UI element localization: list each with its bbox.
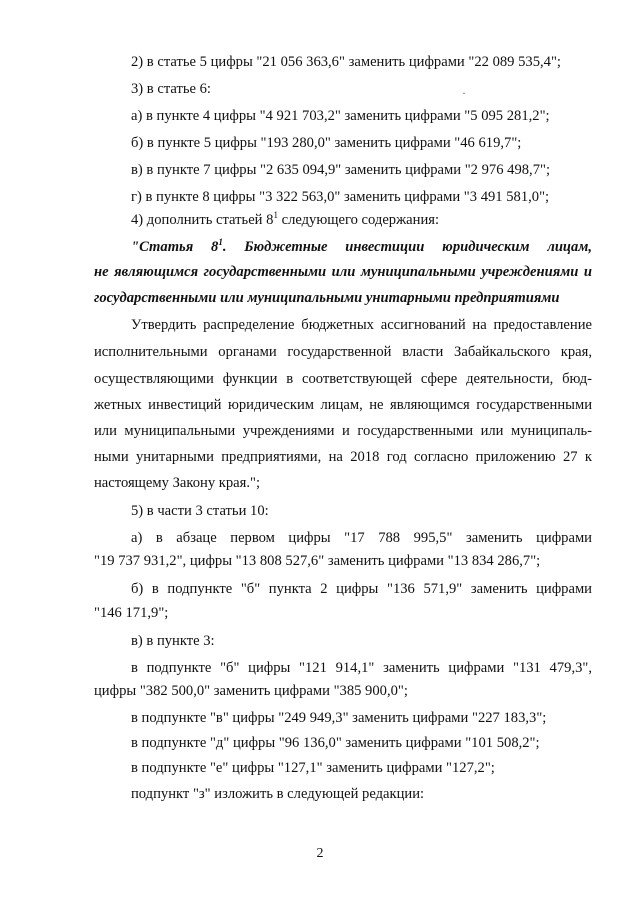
amendment-10-item-a: а) в абзаце первом цифры "17 788 995,5" заменить цифрами xyxy=(131,530,592,546)
amendment-10-item-v: в) в пункте 3: xyxy=(131,633,215,649)
amendment-add-article-8-1 xyxy=(131,211,592,229)
amendment-6-item-a: а) в пункте 4 цифры "4 921 703,2" заменить цифрами "5 095 281,2"; xyxy=(131,108,550,124)
text-fragment: следующего содержания: xyxy=(277,212,440,228)
subitem-z: подпункт "з" изложить в следующей редакции: xyxy=(131,786,425,802)
amendment-6-item-v: в) в пункте 7 цифры "2 635 094,9" заменить цифрами "2 976 498,7"; xyxy=(131,162,551,178)
subitem-b-cont: цифры "382 500,0" заменить цифрами "385 900,0"; xyxy=(94,683,408,699)
amendment-article-10-heading: 5) в части 3 статьи 10: xyxy=(131,503,269,519)
paragraph-line: ными унитарными предприятиями, на 2018 год согласно приложению 27 к xyxy=(94,449,592,465)
amendment-6-item-b: б) в пункте 5 цифры "193 280,0" заменить цифрами "46 619,7"; xyxy=(131,135,522,151)
paragraph-line: настоящему Закону края."; xyxy=(94,475,261,491)
subitem-d: в подпункте "д" цифры "96 136,0" заменить цифрами "101 508,2"; xyxy=(131,735,540,751)
paragraph-line: осуществляющими функции в соответствующей сфере деятельности, бюд- xyxy=(94,371,592,387)
subitem-b: в подпункте "б" цифры "121 914,1" заменить цифрами "131 479,3", xyxy=(131,660,592,676)
amendment-article-6-heading: 3) в статье 6: xyxy=(131,81,211,97)
stray-mark: · xyxy=(462,86,466,100)
amendment-10-item-a-cont: "19 737 931,2", цифры "13 808 527,6" заменить цифрами "13 834 286,7"; xyxy=(94,553,541,569)
superscript: 1 xyxy=(218,237,223,248)
paragraph-line: исполнительными органами государственной власти Забайкальского края, xyxy=(94,344,592,360)
page-number: 2 xyxy=(316,846,324,861)
article-heading-rest: . Бюджетные инвестиции юридическим лицам, xyxy=(222,239,592,255)
amendment-article-5: 2) в статье 5 цифры "21 056 363,6" заменить цифрами "22 089 535,4"; xyxy=(131,54,561,70)
amendment-6-item-g: г) в пункте 8 цифры "3 322 563,0" заменить цифрами "3 491 581,0"; xyxy=(131,189,550,205)
superscript: 1 xyxy=(273,210,278,221)
paragraph-line: Утвердить распределение бюджетных ассигнований на предоставление xyxy=(131,317,592,333)
paragraph-line: или муниципальными учреждениями и государственными или муниципаль- xyxy=(94,423,592,439)
subitem-v: в подпункте "в" цифры "249 949,3" заменить цифрами "227 183,3"; xyxy=(131,710,547,726)
article-heading-line-2: не являющимся государственными или муниципальными учреждениями и xyxy=(94,264,592,280)
article-heading-line-3: государственными или муниципальными унитарными предприятиями xyxy=(94,290,560,306)
paragraph-line: жетных инвестиций юридическим лицам, не являющимся государственными xyxy=(94,397,592,413)
text-fragment: 4) дополнить статьей 8 xyxy=(131,212,274,228)
amendment-10-item-b: б) в подпункте "б" пункта 2 цифры "136 571,9" заменить цифрами xyxy=(131,581,592,597)
article-heading-line-1 xyxy=(131,238,592,256)
subitem-e: в подпункте "е" цифры "127,1" заменить цифрами "127,2"; xyxy=(131,760,495,776)
article-heading-start: "Статья 8 xyxy=(131,239,219,255)
amendment-10-item-b-cont: "146 171,9"; xyxy=(94,605,169,621)
